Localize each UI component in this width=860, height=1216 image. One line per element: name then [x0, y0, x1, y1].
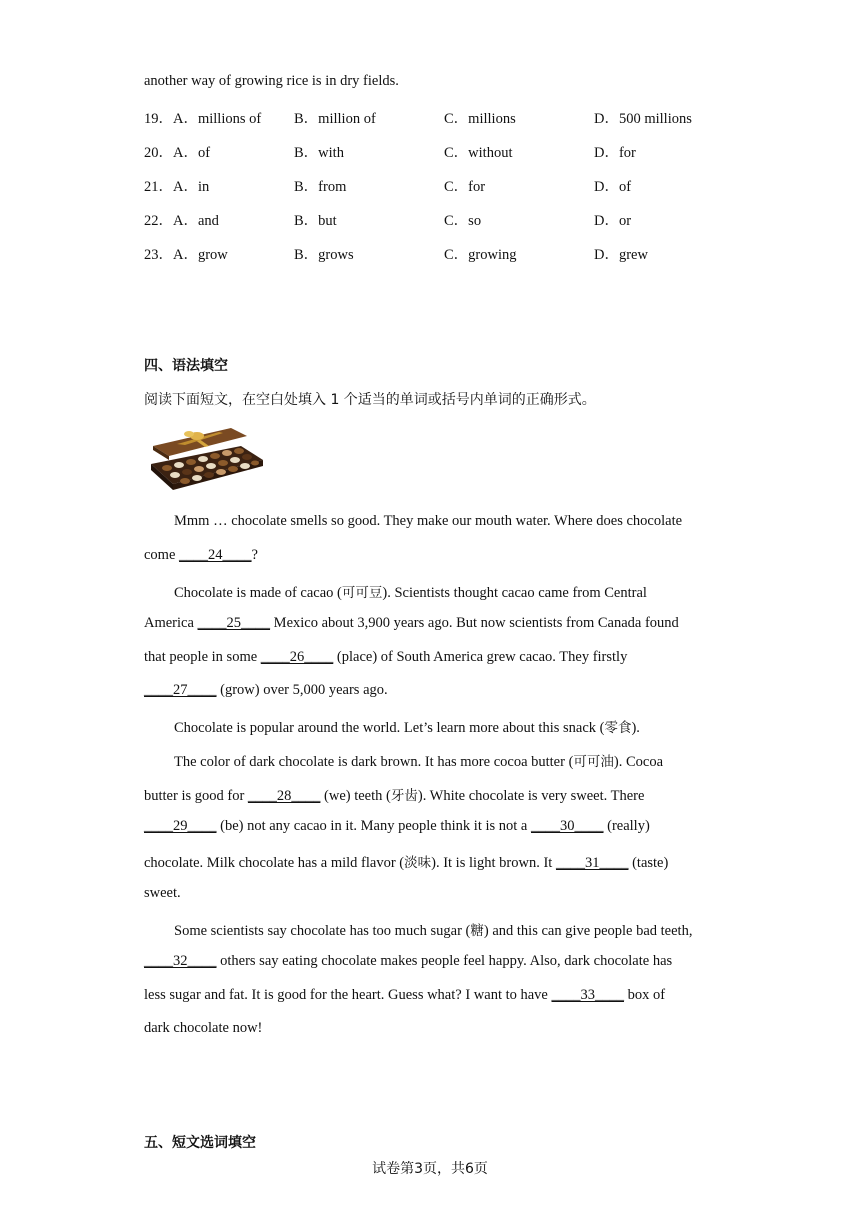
option-d: D．500 millions — [594, 111, 692, 127]
passage-line: chocolate. Milk chocolate has a mild flavor (淡味). It is light brown. It ____31____ (taste) — [144, 855, 669, 871]
passage-line: ____27____ (grow) over 5,000 years ago. — [144, 682, 388, 698]
blank-32[interactable]: ____32____ — [144, 953, 217, 969]
blank-26[interactable]: ____26____ — [260, 649, 334, 665]
option-d: D．or — [594, 213, 632, 229]
passage-line: Mmm … chocolate smells so good. They make our mouth water. Where does chocolate — [174, 513, 683, 529]
option-c: C．so — [444, 213, 482, 229]
option-b: B．million of — [294, 111, 376, 127]
previous-passage-line: another way of growing rice is in dry fields. — [144, 73, 399, 89]
blank-33[interactable]: ____33____ — [551, 987, 624, 1003]
option-a: 22．A．and — [144, 213, 219, 229]
question-22-options — [144, 209, 764, 229]
option-a: 20．A．of — [144, 145, 211, 161]
passage-line: that people in some ____26____ (place) of South America grew cacao. They firstly — [144, 649, 628, 665]
passage-line: Chocolate is popular around the world. Let’s learn more about this snack (零食). — [174, 720, 640, 736]
blank-27[interactable]: ____27____ — [144, 682, 217, 698]
option-c: C．for — [444, 179, 486, 195]
passage-line: ____32____ others say eating chocolate makes people feel happy. Also, dark chocolate has — [144, 953, 673, 969]
passage-line: Chocolate is made of cacao (可可豆). Scientists thought cacao came from Central — [174, 585, 647, 601]
option-c: C．millions — [444, 111, 516, 127]
passage-line: Some scientists say chocolate has too much sugar (糖) and this can give people bad teeth, — [174, 923, 693, 939]
blank-25[interactable]: ____25____ — [197, 615, 271, 631]
question-21-options — [144, 175, 764, 195]
option-b: B．grows — [294, 247, 354, 263]
passage-line: butter is good for ____28____ (we) teeth (牙齿). White chocolate is very sweet. There — [144, 788, 645, 804]
blank-30[interactable]: ____30____ — [531, 818, 604, 834]
passage-line: sweet. — [144, 885, 181, 901]
passage-line: America ____25____ Mexico about 3,900 years ago. But now scientists from Canada found — [144, 615, 679, 631]
option-d: D．for — [594, 145, 636, 161]
passage-line: less sugar and fat. It is good for the heart. Guess what? I want to have ____33____ box of — [144, 987, 666, 1003]
passage-line: come ____24____? — [144, 547, 258, 563]
section-4-title: 四、语法填空 — [144, 358, 228, 374]
blank-31[interactable]: ____31____ — [555, 855, 629, 871]
passage-line: ____29____ (be) not any cacao in it. Many people think it is not a ____30____ (really) — [144, 818, 650, 834]
option-d: D．grew — [594, 247, 648, 263]
option-a: 21．A．in — [144, 179, 210, 195]
blank-24[interactable]: ____24____ — [179, 547, 252, 563]
blank-28[interactable]: ____28____ — [247, 788, 321, 804]
option-c: C．growing — [444, 247, 517, 263]
option-c: C．without — [444, 145, 513, 161]
question-20-options — [144, 141, 764, 161]
question-23-options — [144, 243, 764, 263]
option-b: B．but — [294, 213, 337, 229]
chocolate-box-image — [147, 424, 265, 494]
question-19-options — [144, 107, 764, 127]
option-a: 23．A．grow — [144, 247, 228, 263]
passage-line: The color of dark chocolate is dark brown. It has more cocoa butter (可可油). Cocoa — [174, 754, 664, 770]
option-b: B．from — [294, 179, 347, 195]
option-d: D．of — [594, 179, 632, 195]
section-5-title: 五、短文选词填空 — [144, 1135, 256, 1151]
option-b: B．with — [294, 145, 344, 161]
section-4-instruction: 阅读下面短文，在空白处填入 1 个适当的单词或括号内单词的正确形式。 — [144, 392, 596, 408]
page-footer: 试卷第3页，共6页 — [372, 1161, 488, 1177]
passage-line: dark chocolate now! — [144, 1020, 263, 1036]
blank-29[interactable]: ____29____ — [144, 818, 217, 834]
option-a: 19．A．millions of — [144, 111, 262, 127]
